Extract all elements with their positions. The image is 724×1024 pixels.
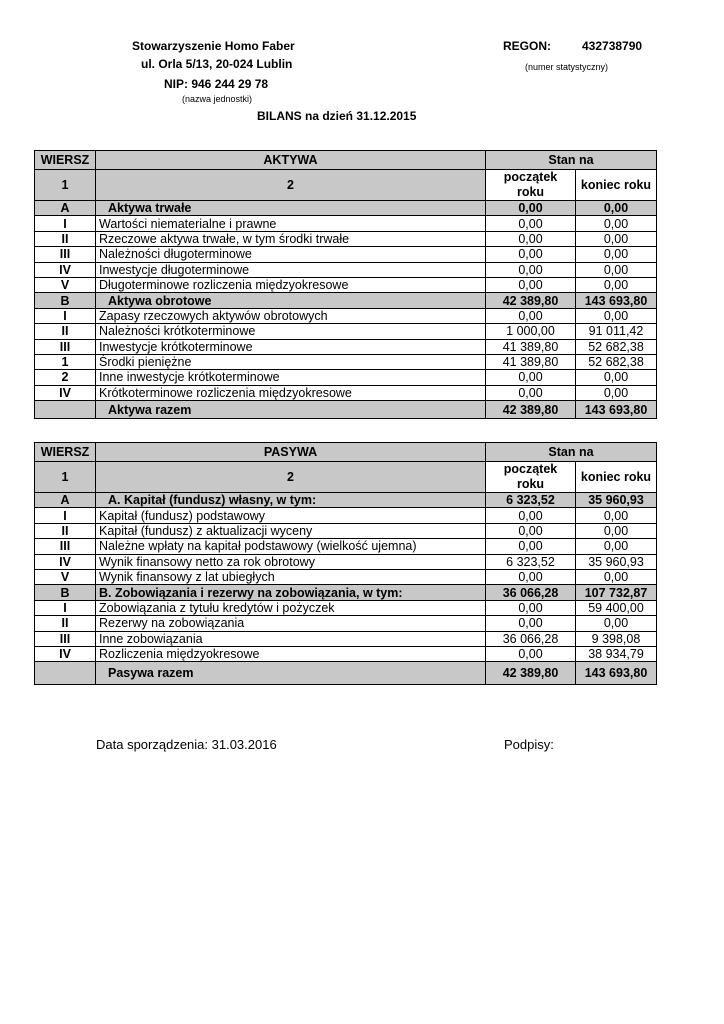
table-row <box>35 277 657 292</box>
table-row <box>35 216 657 231</box>
row-end-value: 0,00 <box>576 247 657 262</box>
row-start-value: 6 323,52 <box>486 554 576 569</box>
row-end-value: 0,00 <box>576 262 657 277</box>
header-end-of-year: koniec roku <box>576 462 657 493</box>
row-end-value: 0,00 <box>576 508 657 523</box>
row-id: III <box>35 339 96 354</box>
header-index-2: 2 <box>96 170 486 201</box>
row-start-value: 0,00 <box>486 231 576 246</box>
row-label: A. Kapitał (fundusz) własny, w tym: <box>96 493 486 508</box>
row-label: Inwestycje krótkoterminowe <box>96 339 486 354</box>
row-start-value: 0,00 <box>486 247 576 262</box>
organization-name: Stowarzyszenie Homo Faber <box>132 39 295 53</box>
header-balance-at: Stan na <box>486 151 657 170</box>
total-label: Pasywa razem <box>96 662 486 685</box>
row-start-value: 41 389,80 <box>486 339 576 354</box>
row-id: I <box>35 508 96 523</box>
row-label: Rozliczenia międzyokresowe <box>96 646 486 661</box>
row-start-value: 0,00 <box>486 569 576 584</box>
total-id <box>35 662 96 685</box>
row-end-value: 0,00 <box>576 523 657 538</box>
row-end-value: 0,00 <box>576 539 657 554</box>
row-start-value: 0,00 <box>486 539 576 554</box>
row-label: Należności krótkoterminowe <box>96 324 486 339</box>
regon-note: (numer statystyczny) <box>525 62 609 72</box>
signatures-label: Podpisy: <box>504 737 554 752</box>
row-end-value: 0,00 <box>576 231 657 246</box>
row-id: A <box>35 201 96 216</box>
row-label: Wynik finansowy z lat ubiegłych <box>96 569 486 584</box>
row-start-value: 0,00 <box>486 523 576 538</box>
row-start-value: 0,00 <box>486 277 576 292</box>
row-end-value: 0,00 <box>576 216 657 231</box>
row-id: B <box>35 585 96 600</box>
header-liabilities: PASYWA <box>96 443 486 462</box>
row-end-value: 0,00 <box>576 308 657 323</box>
row-label: Kapitał (fundusz) z aktualizacji wyceny <box>96 523 486 538</box>
header-index-1: 1 <box>35 170 96 201</box>
row-start-value: 0,00 <box>486 262 576 277</box>
row-id: I <box>35 308 96 323</box>
row-label: B. Zobowiązania i rezerwy na zobowiązania, w tym: <box>96 585 486 600</box>
table-row <box>35 324 657 339</box>
row-start-value: 0,00 <box>486 600 576 615</box>
regon-label: REGON: <box>503 39 551 53</box>
row-id: IV <box>35 646 96 661</box>
row-end-value: 52 682,38 <box>576 354 657 369</box>
total-end-value: 143 693,80 <box>576 662 657 685</box>
row-id: II <box>35 616 96 631</box>
document-title: BILANS na dzień 31.12.2015 <box>257 109 417 123</box>
row-id: B <box>35 293 96 308</box>
row-end-value: 9 398,08 <box>576 631 657 646</box>
row-end-value: 35 960,93 <box>576 493 657 508</box>
row-id: III <box>35 539 96 554</box>
row-end-value: 143 693,80 <box>576 293 657 308</box>
row-id: V <box>35 277 96 292</box>
row-end-value: 35 960,93 <box>576 554 657 569</box>
row-label: Aktywa trwałe <box>96 201 486 216</box>
table-row <box>35 631 657 646</box>
total-start-value: 42 389,80 <box>486 401 576 419</box>
row-start-value: 0,00 <box>486 370 576 385</box>
row-id: I <box>35 216 96 231</box>
row-start-value: 0,00 <box>486 508 576 523</box>
header-end-of-year: koniec roku <box>576 170 657 201</box>
row-label: Należne wpłaty na kapitał podstawowy (wielkość ujemna) <box>96 539 486 554</box>
row-label: Należności długoterminowe <box>96 247 486 262</box>
row-id: II <box>35 324 96 339</box>
header-start-of-year: początek roku <box>486 462 576 493</box>
table-row <box>35 201 657 216</box>
row-label: Kapitał (fundusz) podstawowy <box>96 508 486 523</box>
row-start-value: 0,00 <box>486 308 576 323</box>
regon-value: 432738790 <box>582 39 643 53</box>
row-label: Inne zobowiązania <box>96 631 486 646</box>
row-id: I <box>35 600 96 615</box>
row-id: V <box>35 569 96 584</box>
table-row <box>35 354 657 369</box>
table-row <box>35 493 657 508</box>
row-label: Zobowiązania z tytułu kredytów i pożyczek <box>96 600 486 615</box>
row-label: Inwestycje długoterminowe <box>96 262 486 277</box>
header-assets: AKTYWA <box>96 151 486 170</box>
header-start-of-year: początek roku <box>486 170 576 201</box>
row-start-value: 36 066,28 <box>486 631 576 646</box>
header-index-1: 1 <box>35 462 96 493</box>
table-row <box>35 554 657 569</box>
row-id: III <box>35 631 96 646</box>
row-end-value: 0,00 <box>576 201 657 216</box>
table-row <box>35 539 657 554</box>
table-row <box>35 262 657 277</box>
unit-name-note: (nazwa jednostki) <box>182 94 253 104</box>
header-balance-at: Stan na <box>486 443 657 462</box>
liabilities-table <box>34 442 657 685</box>
row-label: Wynik finansowy netto za rok obrotowy <box>96 554 486 569</box>
row-id: II <box>35 523 96 538</box>
row-id: IV <box>35 385 96 400</box>
table-row <box>35 646 657 661</box>
row-label: Zapasy rzeczowych aktywów obrotowych <box>96 308 486 323</box>
row-label: Długoterminowe rozliczenia międzyokresowe <box>96 277 486 292</box>
table-row <box>35 370 657 385</box>
row-end-value: 0,00 <box>576 370 657 385</box>
row-start-value: 0,00 <box>486 616 576 631</box>
table-row <box>35 231 657 246</box>
row-id: II <box>35 231 96 246</box>
row-end-value: 0,00 <box>576 569 657 584</box>
row-start-value: 36 066,28 <box>486 585 576 600</box>
organization-address: ul. Orla 5/13, 20-024 Lublin <box>141 57 293 71</box>
row-start-value: 41 389,80 <box>486 354 576 369</box>
row-start-value: 42 389,80 <box>486 293 576 308</box>
table-row <box>35 523 657 538</box>
table-row <box>35 293 657 308</box>
table-row <box>35 585 657 600</box>
row-label: Krótkoterminowe rozliczenia międzyokresowe <box>96 385 486 400</box>
total-label: Aktywa razem <box>96 401 486 419</box>
row-label: Aktywa obrotowe <box>96 293 486 308</box>
table-row <box>35 508 657 523</box>
row-id: A <box>35 493 96 508</box>
total-row <box>35 401 657 419</box>
header-row-id: WIERSZ <box>35 443 96 462</box>
row-label: Rzeczowe aktywa trwałe, w tym środki trwałe <box>96 231 486 246</box>
table-row <box>35 616 657 631</box>
row-end-value: 0,00 <box>576 385 657 400</box>
row-end-value: 38 934,79 <box>576 646 657 661</box>
row-end-value: 52 682,38 <box>576 339 657 354</box>
table-row <box>35 339 657 354</box>
organization-nip: NIP: 946 244 29 78 <box>164 77 269 91</box>
table-row <box>35 385 657 400</box>
row-id: III <box>35 247 96 262</box>
row-id: IV <box>35 554 96 569</box>
row-label: Inne inwestycje krótkoterminowe <box>96 370 486 385</box>
table-row <box>35 569 657 584</box>
row-end-value: 91 011,42 <box>576 324 657 339</box>
row-start-value: 0,00 <box>486 216 576 231</box>
total-row <box>35 662 657 685</box>
row-end-value: 107 732,87 <box>576 585 657 600</box>
table-row <box>35 247 657 262</box>
total-id <box>35 401 96 419</box>
row-end-value: 0,00 <box>576 277 657 292</box>
row-start-value: 0,00 <box>486 646 576 661</box>
row-id: 2 <box>35 370 96 385</box>
row-label: Rezerwy na zobowiązania <box>96 616 486 631</box>
row-label: Środki pieniężne <box>96 354 486 369</box>
assets-table <box>34 150 657 419</box>
total-start-value: 42 389,80 <box>486 662 576 685</box>
total-end-value: 143 693,80 <box>576 401 657 419</box>
row-label: Wartości niematerialne i prawne <box>96 216 486 231</box>
row-start-value: 6 323,52 <box>486 493 576 508</box>
preparation-date: Data sporządzenia: 31.03.2016 <box>96 737 277 752</box>
header-index-2: 2 <box>96 462 486 493</box>
row-end-value: 0,00 <box>576 616 657 631</box>
row-start-value: 0,00 <box>486 201 576 216</box>
row-start-value: 0,00 <box>486 385 576 400</box>
row-end-value: 59 400,00 <box>576 600 657 615</box>
table-row <box>35 308 657 323</box>
row-id: IV <box>35 262 96 277</box>
row-id: 1 <box>35 354 96 369</box>
header-row-id: WIERSZ <box>35 151 96 170</box>
row-start-value: 1 000,00 <box>486 324 576 339</box>
table-row <box>35 600 657 615</box>
